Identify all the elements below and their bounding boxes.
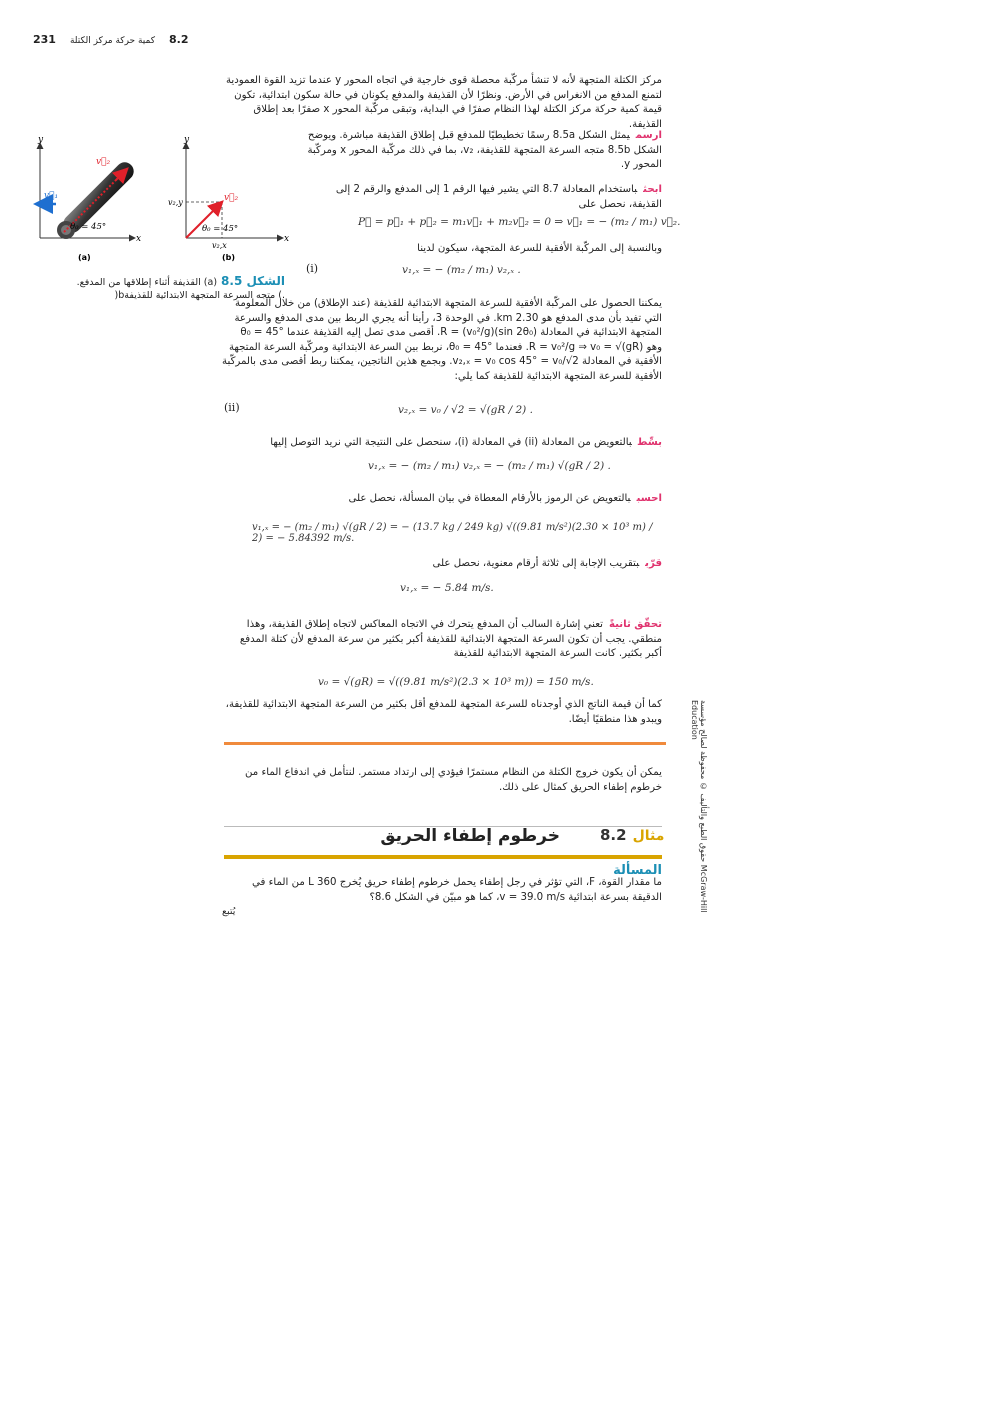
panel-b [168,135,289,262]
range-paragraph: يمكننا الحصول على المركّبة الأفقية للسرعة المتجهة الابتدائية للقذيفة (عند الإطلاق) من خلال المعلومة التي تفيد بأن مدى المدفع هو 2.30 km. في الوحدة 3، رأينا أنه يجري الربط بين مدى المدفع والسرعة المتجهة الابتدائية في المعادلة R = (v₀²/g)(sin 2θ₀). أقصى مدى تصل إليه القذيفة عندما θ₀ = 45° وهو R = v₀²/g ⇒ v₀ = √(gR). فعندما θ₀ = 45°، نربط بين السرعة الابتدائية ومركّبة السرعة المتجهة الأفقية في المعادلة v₂,ₓ = v₀ cos 45° = v₀/√2. وبجمع هذين الناتجين، يمكننا ربط أقصى مدى بالمركّبة الأفقية للسرعة المتجهة الابتدائية للقذيفة كما يلي: [222,298,662,382]
panel-b-v2-label: v⃗₂ [224,193,239,203]
problem-text: ما مقدار القوة، F، التي تؤثر في رجل إطفاء يحمل خرطوم إطفاء حريق يُخرج 360 L من الماء في الدقيقة بسرعة ابتدائية v = 39.0 m/s، كما هو مبيّن في الشكل 8.6؟ [252,877,662,903]
simplify-keyword: بسِّط [637,437,662,448]
panel-a [37,135,141,262]
example-label [600,826,664,844]
problem-heading-text: المسألة [613,863,662,878]
panel-b-angle: θ₀ = 45° [202,224,239,234]
page-number: 231 [33,33,56,46]
section-number: 8.2 [169,33,189,46]
panel-b-x-axis: x [284,234,290,244]
check-paragraph [222,618,662,662]
calculate-keyword: احسب [636,493,662,504]
calculate-text: بالتعويض عن الرموز بالأرقام المعطاة في بيان المسألة، نحصل على [348,493,631,504]
figure-label: الشكل 8.5 [221,274,285,288]
example-word: مثال [632,828,665,844]
equation-ii: v₂,ₓ = v₀ / √2 = √(gR / 2) . [398,404,533,416]
caption-a: (a) القذيفة أثناء إطلاقها من المدفع. [76,277,218,288]
panel-b-y-axis: y [184,135,190,145]
copyright-sidebar: حقوق الطبع والتأليف © محفوظة لصالح مؤسسة McGraw-Hill Education [690,700,708,913]
round-paragraph [360,557,662,572]
example-number: 8.2 [600,826,627,844]
equation-i-label: (i) [306,262,319,275]
calculate-paragraph [300,492,662,507]
check-keyword: تحقّق ثانيةً [608,619,662,630]
simplify-equation: v₁,ₓ = − (m₂ / m₁) v₂,ₓ = − (m₂ / m₁) √(gR / 2) . [368,460,611,472]
check-text: تعني إشارة السالب أن المدفع يتحرك في الاتجاه المعاكس لاتجاه إطلاق القذيفة، وهذا منطقي. يجب أن تكون السرعة المتجهة الابتدائية للقذيفة أكبر بكثير من سرعة المدفع لأن كتلة المدفع أكبر بكثير. كانت السرعة المتجهة الابتدائية للقذيفة [239,619,662,660]
transition-paragraph: يمكن أن يكون خروج الكتلة من النظام مستمرًا فيؤدي إلى ارتداد مستمر. لنتأمل في اندفاع الماء من خرطوم إطفاء الحريق كمثال على ذلك. [245,767,662,793]
momentum-equation: P⃗ = p⃗₁ + p⃗₂ = m₁v⃗₁ + m₂v⃗₂ = 0 ⇒ v⃗₁ = − (m₂ / m₁) v⃗₂. [358,216,681,228]
research-keyword: ابحث [643,184,662,195]
round-equation: v₁,ₓ = − 5.84 m/s. [400,582,494,594]
research-paragraph [300,183,662,212]
panel-a-x-axis: x [136,234,142,244]
draw-text: يمثل الشكل 8.5a رسمًا تخطيطيًا للمدفع قبل إطلاق القذيفة مباشرة. ويوضح الشكل 8.5b متجه السرعة المتجهة للقذيفة، v₂، بما في ذلك مركّبة المحور x ومركّبة المحور y. [307,130,662,171]
v2x-label: v₂,x [212,241,227,250]
page-header [33,33,189,46]
caption-b: (b) متجه السرعة المتجهة الابتدائية للقذيفة. [114,290,285,301]
round-text: بتقريب الإجابة إلى ثلاثة أرقام معنوية، نحصل على [432,558,640,569]
research-text: باستخدام المعادلة 8.7 التي يشير فيها الرقم 1 إلى المدفع والرقم 2 إلى القذيفة، نحصل على [335,184,662,210]
v2y-label: v₂,y [168,198,183,207]
figure-caption [60,275,285,302]
v1-label: v⃗₁ [44,191,59,201]
intro-paragraph: مركز الكتلة المتجهة لأنه لا تنشأ مركّبة محصلة قوى خارجية في اتجاه المحور y عندما تزيد القوة العمودية لتمنع المدفع من الانغراس في الأرض. ونظرًا لأن القذيفة والمدفع يكونان في حالة سكون ابتدائية، تكون قيمة كمية حركة مركز الكتلة لهذا النظام صفرًا في البداية، وتبقى مركّبة المحور x صفرًا بعد إطلاق القذيفة. [225,75,662,130]
research-text2: وبالنسبة إلى المركّبة الأفقية للسرعة المتجهة، سيكون لدينا [417,243,662,254]
draw-keyword: ارسم [635,130,662,141]
draw-paragraph [300,129,662,173]
equation-i: v₁,ₓ = − (m₂ / m₁) v₂,ₓ . [402,264,521,276]
continue-note: يُتبع [222,906,236,917]
simplify-paragraph [250,436,662,451]
panel-a-angle: θ₀ = 45° [70,222,107,232]
panel-a-label: (a) [78,253,91,262]
check-text2: كما أن قيمة الناتج الذي أوجدناه للسرعة المتجهة للمدفع أقل بكثير من السرعة المتجهة الابتدائية للقذيفة، ويبدو هذا منطقيًا أيضًا. [225,699,662,725]
solution-end-rule [224,742,666,745]
v2-label: v⃗₂ [96,157,111,167]
figure-8-5 [26,130,296,270]
simplify-text: بالتعويض من المعادلة (ii) في المعادلة (i)، سنحصل على النتيجة التي نريد التوصل إليها [270,437,632,448]
calculate-equation: v₁,ₓ = − (m₂ / m₁) √(gR / 2) = − (13.7 kg / 249 kg) √((9.81 m/s²)(2.30 × 10³ m) / 2) = − 5.84392 m/s. [252,522,653,544]
example-title-text: خرطوم إطفاء الحريق [380,826,560,846]
check-equation: v₀ = √(gR) = √((9.81 m/s²)(2.3 × 10³ m)) = 150 m/s. [318,676,594,688]
section-title: كمية حركة مركز الكتلة [69,36,155,46]
panel-b-label: (b) [222,253,236,262]
equation-ii-label: (ii) [224,401,240,414]
round-keyword: قرّب [645,558,662,569]
panel-a-y-axis: y [38,135,44,145]
example-title [380,826,560,846]
